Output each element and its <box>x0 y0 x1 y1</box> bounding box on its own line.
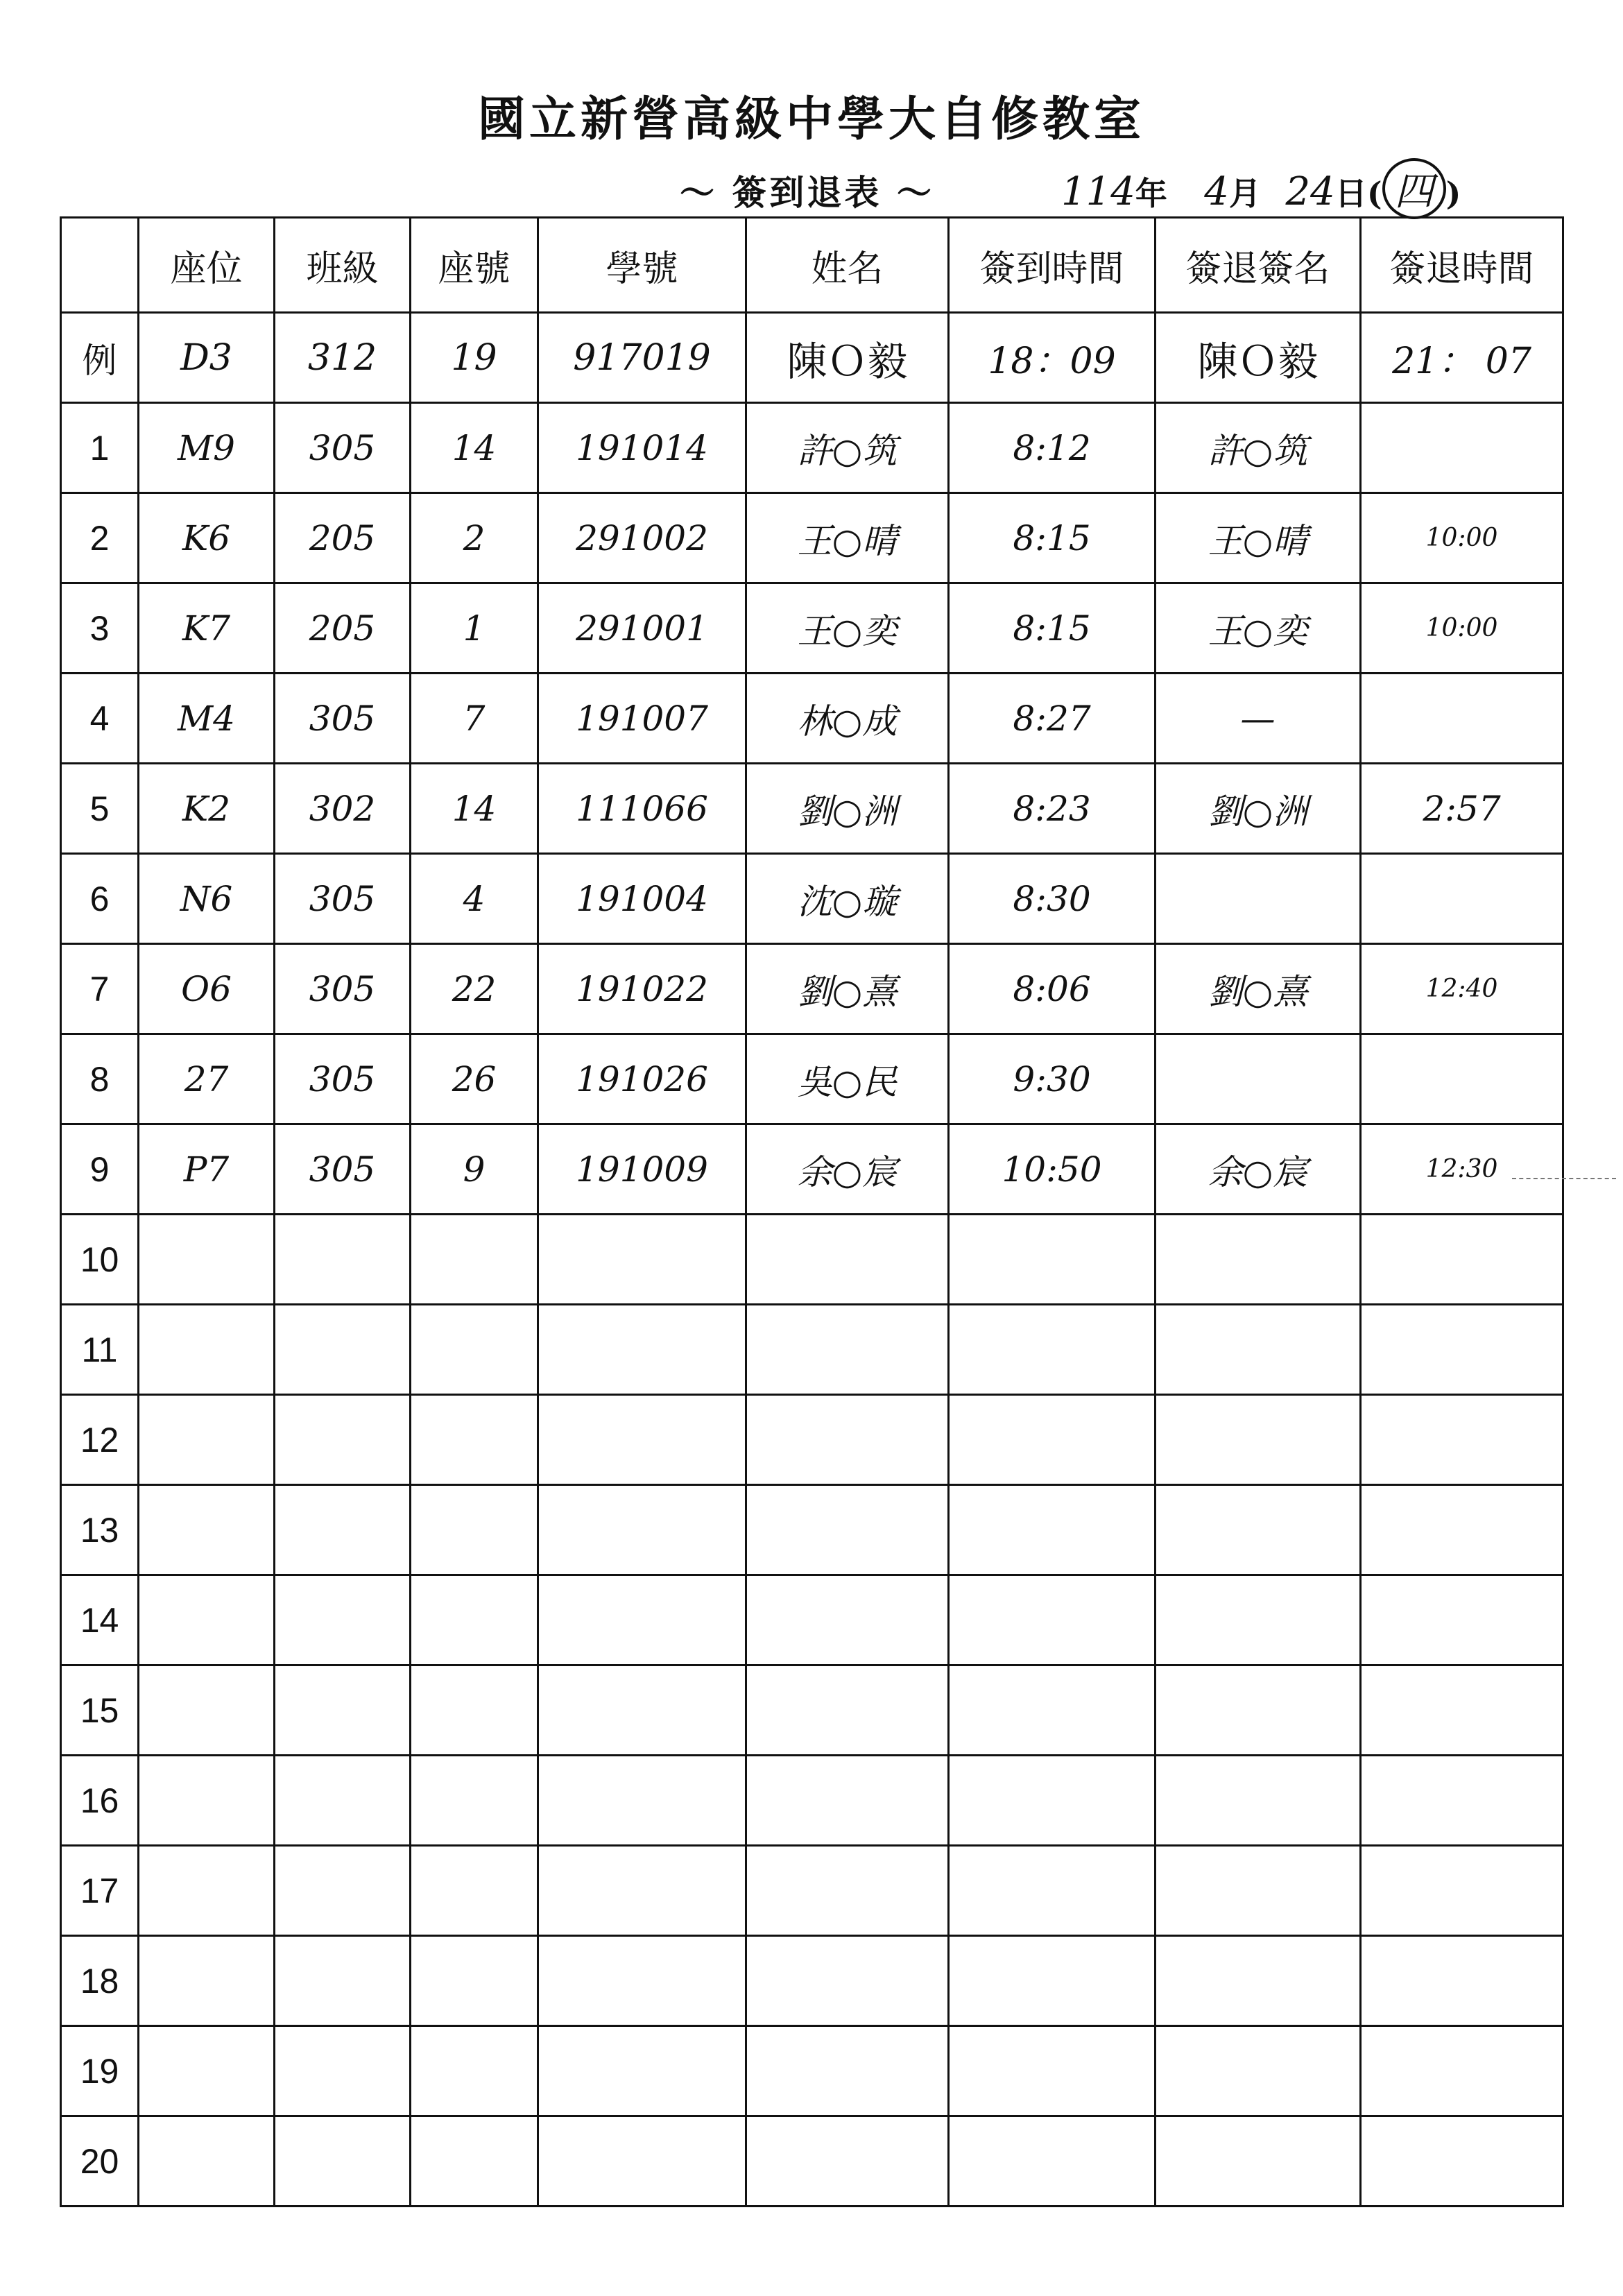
cell-sign-out-time <box>1361 674 1563 764</box>
cell-student-id <box>538 1756 746 1846</box>
cell-class <box>275 1305 411 1395</box>
example-name: 陳Ｏ毅 <box>746 313 949 403</box>
cell-sign-in-time <box>949 1215 1156 1305</box>
cell-seat-no: 22 <box>411 944 538 1034</box>
cell-sign-out-time: 2:57 <box>1361 764 1563 854</box>
cell-name <box>746 1575 949 1665</box>
cell-name: 劉○熹 <box>746 944 949 1034</box>
cell-seat: P7 <box>139 1124 275 1215</box>
example-sign-in-time: 18：09 <box>949 313 1156 403</box>
cell-seat-no <box>411 1485 538 1575</box>
row-number: 8 <box>61 1034 139 1124</box>
cell-student-id <box>538 1665 746 1756</box>
cell-name <box>746 1846 949 1936</box>
col-header-class: 班級 <box>275 218 411 313</box>
cell-sign-out-signature: 劉○洲 <box>1156 764 1361 854</box>
page-title: 國立新營高級中學大自修教室 <box>477 92 1145 147</box>
col-header-index <box>61 218 139 313</box>
row-number: 9 <box>61 1124 139 1215</box>
cell-student-id <box>538 1395 746 1485</box>
row-number: 11 <box>61 1305 139 1395</box>
cell-student-id: 291002 <box>538 493 746 583</box>
cell-student-id <box>538 1485 746 1575</box>
example-seat: D3 <box>139 313 275 403</box>
cell-sign-in-time <box>949 1305 1156 1395</box>
table-row <box>61 1846 1563 1936</box>
row-number: 15 <box>61 1665 139 1756</box>
cell-student-id: 191004 <box>538 854 746 944</box>
cell-sign-in-time: 9:30 <box>949 1034 1156 1124</box>
cell-class <box>275 1395 411 1485</box>
cell-sign-in-time <box>949 1846 1156 1936</box>
cell-seat <box>139 1936 275 2026</box>
cell-name <box>746 1665 949 1756</box>
cell-sign-out-time <box>1361 1395 1563 1485</box>
header-row <box>61 218 1563 313</box>
col-header-seat: 座位 <box>139 218 275 313</box>
cell-sign-in-time <box>949 1665 1156 1756</box>
table-row <box>61 1305 1563 1395</box>
cell-sign-out-signature <box>1156 1034 1361 1124</box>
cell-student-id: 111066 <box>538 764 746 854</box>
cell-sign-out-signature <box>1156 854 1361 944</box>
date-open-paren: ( <box>1366 175 1382 212</box>
cell-seat: 27 <box>139 1034 275 1124</box>
cell-student-id <box>538 1936 746 2026</box>
cell-sign-out-time <box>1361 1575 1563 1665</box>
table-row <box>61 583 1563 674</box>
cell-student-id <box>538 1846 746 1936</box>
table-row <box>61 1215 1563 1305</box>
cell-name <box>746 1936 949 2026</box>
cell-seat <box>139 1485 275 1575</box>
cell-seat-no <box>411 2116 538 2207</box>
row-number: 14 <box>61 1575 139 1665</box>
cell-sign-in-time: 10:50 <box>949 1124 1156 1215</box>
cell-seat <box>139 2026 275 2116</box>
table-row <box>61 1485 1563 1575</box>
cell-seat-no: 4 <box>411 854 538 944</box>
cell-sign-in-time: 8:15 <box>949 493 1156 583</box>
table-row <box>61 1575 1563 1665</box>
cell-student-id <box>538 1305 746 1395</box>
cell-sign-in-time: 8:06 <box>949 944 1156 1034</box>
table-row <box>61 1124 1563 1215</box>
cell-student-id: 191026 <box>538 1034 746 1124</box>
cell-sign-in-time: 8:12 <box>949 403 1156 493</box>
cell-seat-no: 1 <box>411 583 538 674</box>
row-number: 3 <box>61 583 139 674</box>
cell-sign-out-signature: 劉○熹 <box>1156 944 1361 1034</box>
cell-seat: O6 <box>139 944 275 1034</box>
cell-class <box>275 2026 411 2116</box>
cell-sign-out-time <box>1361 1305 1563 1395</box>
cell-sign-out-time <box>1361 854 1563 944</box>
date-weekday: 四 <box>1382 158 1446 219</box>
table-row <box>61 1034 1563 1124</box>
cell-sign-out-time <box>1361 1756 1563 1846</box>
cell-sign-in-time <box>949 1395 1156 1485</box>
example-sign-out-time: 21： 07 <box>1361 313 1563 403</box>
cell-class: 305 <box>275 674 411 764</box>
cell-seat: K6 <box>139 493 275 583</box>
row-number: 4 <box>61 674 139 764</box>
cell-sign-out-signature <box>1156 2026 1361 2116</box>
cell-sign-in-time <box>949 2026 1156 2116</box>
cell-sign-out-time <box>1361 1215 1563 1305</box>
cell-sign-in-time <box>949 1575 1156 1665</box>
cell-student-id: 191009 <box>538 1124 746 1215</box>
cell-student-id: 191022 <box>538 944 746 1034</box>
cell-sign-out-time <box>1361 2026 1563 2116</box>
cell-seat-no <box>411 1936 538 2026</box>
cell-sign-out-time: 12:30 <box>1361 1124 1563 1215</box>
cell-seat-no: 9 <box>411 1124 538 1215</box>
cell-sign-out-signature: 王○晴 <box>1156 493 1361 583</box>
table-row <box>61 1936 1563 2026</box>
example-sign-out-signature: 陳Ｏ毅 <box>1156 313 1361 403</box>
row-number: 20 <box>61 2116 139 2207</box>
cell-name <box>746 1305 949 1395</box>
cell-seat: K2 <box>139 764 275 854</box>
cell-sign-in-time: 8:15 <box>949 583 1156 674</box>
cell-name <box>746 1215 949 1305</box>
cell-seat-no: 14 <box>411 764 538 854</box>
date-month: 4 <box>1204 169 1229 214</box>
cell-student-id: 191014 <box>538 403 746 493</box>
cell-sign-out-time <box>1361 1846 1563 1936</box>
cell-seat-no: 26 <box>411 1034 538 1124</box>
cell-seat <box>139 1215 275 1305</box>
example-label: 例 <box>61 313 139 403</box>
table-row <box>61 2026 1563 2116</box>
cell-sign-out-time: 12:40 <box>1361 944 1563 1034</box>
cell-sign-in-time <box>949 1936 1156 2026</box>
cell-sign-out-time: 10:00 <box>1361 583 1563 674</box>
col-header-name: 姓名 <box>746 218 949 313</box>
cell-seat: M4 <box>139 674 275 764</box>
cell-student-id <box>538 1215 746 1305</box>
form-subtitle: ～ 簽到退表 ～ <box>680 172 934 213</box>
cell-sign-out-signature <box>1156 1485 1361 1575</box>
cell-seat <box>139 1665 275 1756</box>
cell-sign-out-time <box>1361 1485 1563 1575</box>
cell-sign-out-signature <box>1156 1756 1361 1846</box>
cell-class <box>275 2116 411 2207</box>
cell-sign-in-time: 8:27 <box>949 674 1156 764</box>
col-header-sign-in-time: 簽到時間 <box>949 218 1156 313</box>
cell-sign-in-time <box>949 1485 1156 1575</box>
table-row <box>61 854 1563 944</box>
example-row <box>61 313 1563 403</box>
date-close-paren: ) <box>1445 175 1461 212</box>
row-number: 5 <box>61 764 139 854</box>
cell-sign-out-signature: — <box>1156 674 1361 764</box>
cell-name <box>746 1756 949 1846</box>
cell-seat-no <box>411 1756 538 1846</box>
col-header-seat-no: 座號 <box>411 218 538 313</box>
row-number: 19 <box>61 2026 139 2116</box>
cell-class <box>275 1215 411 1305</box>
table-row <box>61 493 1563 583</box>
cell-seat-no: 7 <box>411 674 538 764</box>
cell-sign-out-time <box>1361 1034 1563 1124</box>
table-row <box>61 1665 1563 1756</box>
stray-dashed-mark <box>1512 1178 1616 1179</box>
sign-in-table <box>60 216 1564 2207</box>
cell-sign-out-signature <box>1156 1395 1361 1485</box>
cell-seat <box>139 1575 275 1665</box>
cell-sign-in-time: 8:23 <box>949 764 1156 854</box>
cell-name: 劉○洲 <box>746 764 949 854</box>
cell-class: 305 <box>275 1034 411 1124</box>
cell-class <box>275 1485 411 1575</box>
table-row <box>61 2116 1563 2207</box>
col-header-sign-out-time: 簽退時間 <box>1361 218 1563 313</box>
cell-seat-no <box>411 2026 538 2116</box>
cell-student-id <box>538 2116 746 2207</box>
cell-seat-no <box>411 1665 538 1756</box>
row-number: 18 <box>61 1936 139 2026</box>
row-number: 16 <box>61 1756 139 1846</box>
cell-student-id: 291001 <box>538 583 746 674</box>
cell-sign-out-signature: 王○奕 <box>1156 583 1361 674</box>
cell-seat: K7 <box>139 583 275 674</box>
date-line <box>1061 158 1461 219</box>
date-day: 24 <box>1285 169 1335 214</box>
example-seat-no: 19 <box>411 313 538 403</box>
cell-seat: N6 <box>139 854 275 944</box>
cell-sign-out-signature <box>1156 1575 1361 1665</box>
cell-sign-out-time <box>1361 403 1563 493</box>
cell-seat-no <box>411 1395 538 1485</box>
cell-name: 王○晴 <box>746 493 949 583</box>
cell-name: 沈○璇 <box>746 854 949 944</box>
cell-name <box>746 1485 949 1575</box>
cell-class: 205 <box>275 493 411 583</box>
table-row <box>61 1756 1563 1846</box>
cell-seat-no <box>411 1575 538 1665</box>
cell-student-id <box>538 1575 746 1665</box>
cell-class: 305 <box>275 403 411 493</box>
cell-class: 305 <box>275 854 411 944</box>
cell-class: 305 <box>275 1124 411 1215</box>
cell-sign-out-time <box>1361 2116 1563 2207</box>
cell-sign-in-time <box>949 2116 1156 2207</box>
cell-name <box>746 1395 949 1485</box>
cell-class <box>275 1575 411 1665</box>
cell-seat <box>139 2116 275 2207</box>
cell-seat-no: 2 <box>411 493 538 583</box>
cell-sign-in-time: 8:30 <box>949 854 1156 944</box>
cell-seat <box>139 1846 275 1936</box>
cell-sign-out-time: 10:00 <box>1361 493 1563 583</box>
example-class: 312 <box>275 313 411 403</box>
row-number: 6 <box>61 854 139 944</box>
cell-seat <box>139 1756 275 1846</box>
cell-sign-out-signature <box>1156 1305 1361 1395</box>
table-row <box>61 764 1563 854</box>
cell-sign-out-signature <box>1156 1936 1361 2026</box>
cell-sign-out-signature <box>1156 1215 1361 1305</box>
cell-class <box>275 1665 411 1756</box>
cell-name <box>746 2026 949 2116</box>
example-student-id: 917019 <box>538 313 746 403</box>
cell-name <box>746 2116 949 2207</box>
cell-sign-out-signature <box>1156 1846 1361 1936</box>
row-number: 17 <box>61 1846 139 1936</box>
cell-name: 王○奕 <box>746 583 949 674</box>
date-month-unit: 月 <box>1228 175 1261 212</box>
cell-class: 205 <box>275 583 411 674</box>
cell-class: 302 <box>275 764 411 854</box>
cell-sign-out-time <box>1361 1936 1563 2026</box>
cell-seat-no <box>411 1305 538 1395</box>
row-number: 7 <box>61 944 139 1034</box>
cell-sign-out-signature: 余○宸 <box>1156 1124 1361 1215</box>
row-number: 13 <box>61 1485 139 1575</box>
table-row <box>61 403 1563 493</box>
cell-name: 吳○民 <box>746 1034 949 1124</box>
cell-seat <box>139 1305 275 1395</box>
date-year-unit: 年 <box>1135 175 1167 212</box>
cell-sign-out-signature <box>1156 2116 1361 2207</box>
cell-seat-no: 14 <box>411 403 538 493</box>
cell-sign-out-signature: 許○筑 <box>1156 403 1361 493</box>
table-row <box>61 674 1563 764</box>
cell-seat: M9 <box>139 403 275 493</box>
date-day-unit: 日 <box>1334 175 1367 212</box>
cell-sign-in-time <box>949 1756 1156 1846</box>
cell-seat <box>139 1395 275 1485</box>
date-year: 114 <box>1061 169 1135 214</box>
table-row <box>61 944 1563 1034</box>
cell-class: 305 <box>275 944 411 1034</box>
cell-class <box>275 1846 411 1936</box>
cell-class <box>275 1756 411 1846</box>
cell-student-id: 191007 <box>538 674 746 764</box>
row-number: 10 <box>61 1215 139 1305</box>
cell-sign-out-time <box>1361 1665 1563 1756</box>
table-row <box>61 1395 1563 1485</box>
row-number: 12 <box>61 1395 139 1485</box>
cell-seat-no <box>411 1846 538 1936</box>
col-header-sign-out-signature: 簽退簽名 <box>1156 218 1361 313</box>
col-header-student-id: 學號 <box>538 218 746 313</box>
cell-name: 余○宸 <box>746 1124 949 1215</box>
cell-name: 許○筑 <box>746 403 949 493</box>
cell-class <box>275 1936 411 2026</box>
cell-student-id <box>538 2026 746 2116</box>
cell-name: 林○成 <box>746 674 949 764</box>
row-number: 2 <box>61 493 139 583</box>
cell-sign-out-signature <box>1156 1665 1361 1756</box>
row-number: 1 <box>61 403 139 493</box>
cell-seat-no <box>411 1215 538 1305</box>
